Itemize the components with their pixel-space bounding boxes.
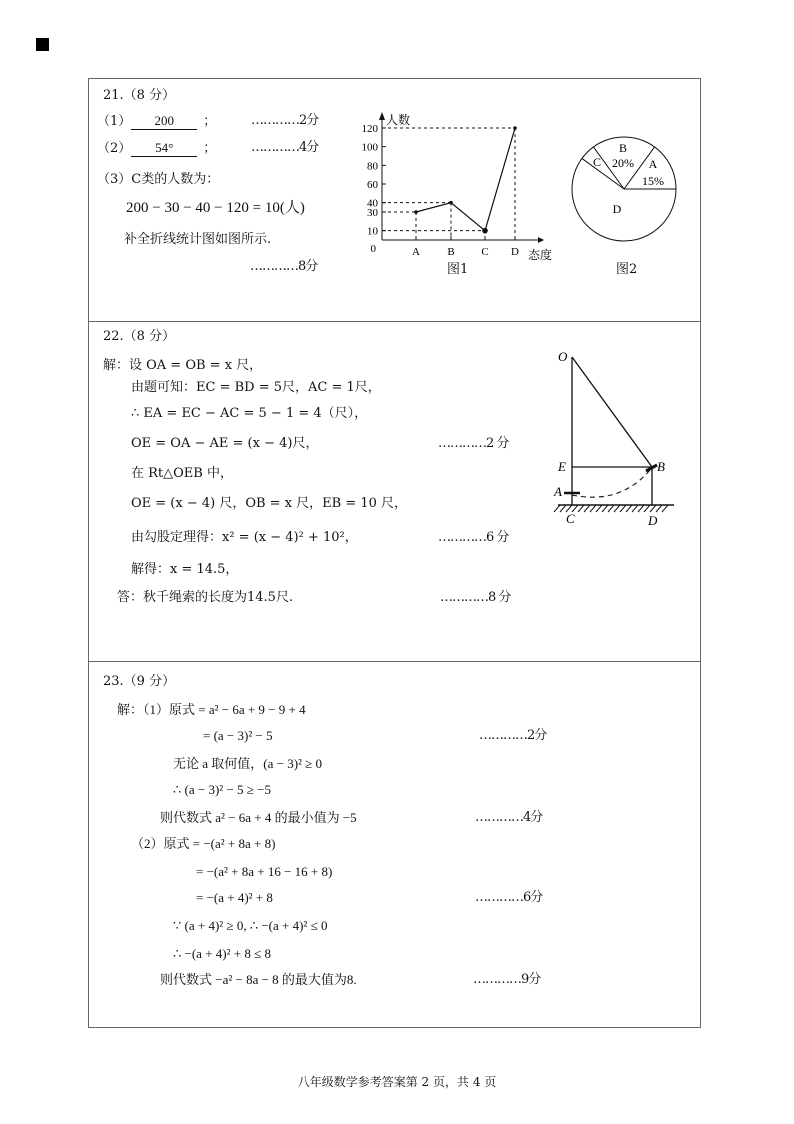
label-C: C xyxy=(566,511,575,526)
q23-score1: …………2分 xyxy=(479,728,547,743)
q22-line6: OE = (x − 4) 尺，OB = x 尺，EB = 10 尺， xyxy=(131,496,408,511)
chart-x-label: 态度 xyxy=(528,248,553,262)
pie-label-A: A xyxy=(648,157,658,171)
y-tick-label: 40 xyxy=(367,197,378,210)
data-point-D xyxy=(513,126,517,130)
q21-title: 21.（8 分） xyxy=(103,88,176,103)
hatch-line xyxy=(578,505,584,512)
q21-note: 补全折线统计图如图所示. xyxy=(124,232,272,247)
hatch-line xyxy=(632,505,638,512)
y-tick-label: 80 xyxy=(367,160,378,173)
y-tick-label: 0 xyxy=(370,243,376,255)
hatch-line xyxy=(584,505,590,512)
y-axis-arrow xyxy=(379,112,385,120)
hatch-line xyxy=(554,505,560,512)
q21-formula: 200 − 30 − 40 − 120 = 10(人) xyxy=(126,200,305,216)
y-tick-label: 10 xyxy=(367,225,378,238)
q23-line1: 解：（1）原式 = a² − 6a + 9 − 9 + 4 xyxy=(117,702,306,717)
q23-line6: （2）原式 = −(a² + 8a + 8) xyxy=(131,836,276,851)
y-tick-label: 100 xyxy=(361,141,378,154)
q23-line7: = −(a² + 8a + 16 − 16 + 8) xyxy=(196,864,333,879)
fig2-caption: 图2 xyxy=(616,262,638,277)
q21-part3: （3）C类的人数为： xyxy=(97,172,220,187)
y-tick-label: 30 xyxy=(367,207,378,219)
pie-chart-fig2 xyxy=(567,130,687,250)
data-point-B xyxy=(449,201,453,205)
y-tick-label: 60 xyxy=(367,179,378,191)
q22-line7: 由勾股定理得：x² = (x − 4)² + 10²， xyxy=(131,530,358,545)
q22-line2: 由题可知：EC = BD = 5尺，AC = 1尺， xyxy=(131,380,381,395)
hatch-line xyxy=(626,505,632,512)
q23-line2: = (a − 3)² − 5 xyxy=(203,728,273,743)
q23-line8: = −(a + 4)² + 8 xyxy=(196,890,273,905)
hatch-line xyxy=(602,505,608,512)
q22-line8: 解得：x = 14.5， xyxy=(131,562,239,577)
hatch-line xyxy=(590,505,596,512)
q23-title: 23.（9 分） xyxy=(103,674,176,689)
data-point-C xyxy=(482,228,488,234)
hatch-line xyxy=(620,505,626,512)
x-axis-arrow xyxy=(538,237,544,243)
q23-score3: …………6分 xyxy=(475,890,543,905)
q21-answer2: 54° xyxy=(131,140,197,157)
q23-line9: ∵ (a + 4)² ≥ 0, ∴ −(a + 4)² ≤ 0 xyxy=(173,918,328,933)
chart-y-label: 人数 xyxy=(386,113,411,127)
hatch-line xyxy=(608,505,614,512)
q22-line5: 在 Rt△OEB 中， xyxy=(131,466,233,481)
q22-line4: OE = OA − AE = (x − 4)尺， xyxy=(131,436,319,451)
fig1-caption: 图1 xyxy=(447,262,469,277)
q22-score1: …………2 分 xyxy=(438,436,509,451)
hatch-line xyxy=(614,505,620,512)
q22-score3: …………8 分 xyxy=(440,590,511,605)
q22-line3: ∴ EA = EC − AC = 5 − 1 = 4（尺）， xyxy=(131,406,368,421)
q23-line10: ∴ −(a + 4)² + 8 ≤ 8 xyxy=(173,946,271,961)
label-B: B xyxy=(657,459,665,474)
hatch-line xyxy=(644,505,650,512)
label-O: O xyxy=(558,349,568,364)
q22-line1: 解：设 OA = OB = x 尺， xyxy=(103,358,263,373)
data-line xyxy=(416,128,515,231)
q21-answer1: 200 xyxy=(131,113,197,130)
q22-score2: …………6 分 xyxy=(438,530,509,545)
pie-label-C: C xyxy=(592,155,602,169)
y-tick-label: 120 xyxy=(361,123,378,135)
label-E: E xyxy=(558,459,566,474)
hatch-line xyxy=(662,505,668,512)
pie-percent-B: 20% xyxy=(612,156,634,170)
q21-part2: （2） 54° ； xyxy=(97,140,217,156)
q21-score1: …………2分 xyxy=(251,113,319,128)
pie-label-B: B xyxy=(618,141,628,155)
corner-registration-mark xyxy=(36,38,49,51)
q23-line11: 则代数式 −a² − 8a − 8 的最大值为8. xyxy=(160,972,357,987)
q21-score2: …………4分 xyxy=(251,140,319,155)
swing-geometry-diagram xyxy=(550,345,690,528)
pie-label-D: D xyxy=(612,202,622,216)
line-chart-fig1 xyxy=(352,108,562,278)
q23-line5: 则代数式 a² − 6a + 4 的最小值为 −5 xyxy=(160,810,357,825)
q22-title: 22.（8 分） xyxy=(103,329,176,344)
q23-score2: …………4分 xyxy=(475,810,543,825)
label-D: D xyxy=(648,513,658,528)
page-footer: 八年级数学参考答案第 2 页，共 4 页 xyxy=(297,1075,497,1089)
x-tick-label: A xyxy=(412,246,420,258)
x-tick-label: B xyxy=(447,246,455,258)
q21-part1: （1） 200 ； xyxy=(97,113,217,129)
data-point-A xyxy=(414,210,418,214)
q21-score3: …………8分 xyxy=(250,259,318,274)
q23-line4: ∴ (a − 3)² − 5 ≥ −5 xyxy=(173,782,271,797)
hatch-line xyxy=(638,505,644,512)
hatch-line xyxy=(650,505,656,512)
x-tick-label: C xyxy=(481,246,489,258)
q22-line9: 答：秋千绳索的长度为14.5尺. xyxy=(117,590,294,605)
hatch-line xyxy=(656,505,662,512)
hatch-line xyxy=(596,505,602,512)
q23-line3: 无论 a 取何值，(a − 3)² ≥ 0 xyxy=(173,756,323,771)
label-A: A xyxy=(554,484,562,499)
pie-percent-A: 15% xyxy=(642,174,664,188)
x-tick-label: D xyxy=(511,246,519,258)
q23-score4: …………9分 xyxy=(473,972,541,987)
